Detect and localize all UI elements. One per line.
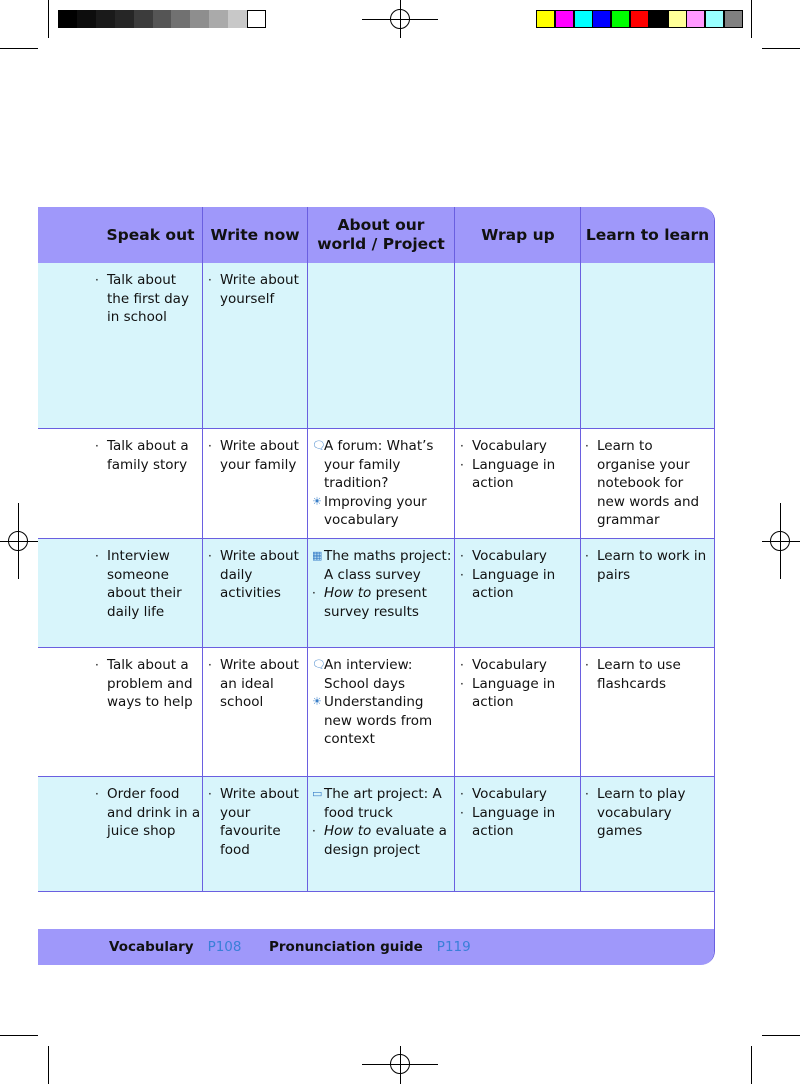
bullet-icon: · xyxy=(460,658,464,672)
color-swatch xyxy=(649,10,668,28)
grid-line xyxy=(38,891,714,892)
bullet-icon: · xyxy=(208,439,212,453)
list-item xyxy=(460,437,578,456)
item-text: Vocabulary xyxy=(472,657,547,673)
item-text: A forum: What’s your family tradition? xyxy=(324,438,434,492)
footer-vocabulary-label: Vocabulary xyxy=(109,939,194,955)
gray-swatch xyxy=(58,10,77,28)
item-text: evaluate a design project xyxy=(324,823,447,858)
list-item xyxy=(585,656,711,693)
item-text: Language in action xyxy=(472,675,556,711)
table-row xyxy=(38,429,714,539)
bullet-icon: · xyxy=(208,658,212,672)
bullet-icon: · xyxy=(95,658,99,672)
color-swatch xyxy=(574,10,593,28)
gray-swatch xyxy=(190,10,209,28)
list-item xyxy=(312,437,452,493)
list-item xyxy=(312,785,452,822)
grid-line xyxy=(202,207,203,892)
bullet-icon: · xyxy=(585,439,589,453)
item-text: An interview: School days xyxy=(324,657,413,692)
list-item xyxy=(312,656,452,693)
grid-line xyxy=(454,207,455,892)
table-cell-speak xyxy=(95,656,201,712)
table-cell-write xyxy=(208,656,304,712)
bullet-icon: · xyxy=(460,676,464,691)
color-swatch xyxy=(630,10,649,28)
item-text: Order food and drink in a juice shop xyxy=(107,786,201,840)
list-item xyxy=(460,547,578,566)
table-row xyxy=(38,777,714,892)
table-cell-wrap xyxy=(460,656,578,712)
list-item xyxy=(95,271,201,327)
bullet-icon: · xyxy=(312,586,316,601)
table-cell-about xyxy=(312,547,452,621)
item-text: Language in action xyxy=(472,566,556,602)
bullet-icon: · xyxy=(312,824,316,839)
item-text: Interview someone about their daily life xyxy=(107,548,182,620)
item-text: Write about daily activities xyxy=(220,548,299,602)
table-cell-write xyxy=(208,785,304,859)
item-emphasis: How to xyxy=(324,585,372,602)
table-cell-speak xyxy=(95,437,201,474)
table-cell-speak xyxy=(95,271,201,327)
bullet-icon: · xyxy=(460,549,464,563)
color-swatch xyxy=(611,10,630,28)
bullet-icon: · xyxy=(460,567,464,582)
list-item xyxy=(585,437,711,530)
lightbulb-icon: ☀ xyxy=(312,695,322,709)
chat-icon: 🗨 xyxy=(312,658,326,671)
list-item xyxy=(95,785,201,841)
color-swatch xyxy=(705,10,724,28)
bullet-icon: · xyxy=(585,549,589,563)
list-item xyxy=(460,456,578,493)
list-item xyxy=(95,656,201,712)
header-wrap-up: Wrap up xyxy=(481,225,555,244)
item-text: Talk about the first day in school xyxy=(107,272,189,326)
bullet-icon: · xyxy=(208,273,212,287)
table-cell-wrap xyxy=(460,785,578,841)
gray-swatch xyxy=(228,10,247,28)
item-text: Write about an ideal school xyxy=(220,657,299,711)
table-cell-about xyxy=(312,437,452,530)
item-text: The art project: A food truck xyxy=(324,786,442,821)
table-header xyxy=(38,207,714,263)
item-text: Language in action xyxy=(472,456,556,492)
color-swatch xyxy=(555,10,574,28)
list-item xyxy=(208,785,304,859)
item-text: Write about yourself xyxy=(220,272,299,307)
item-text: Vocabulary xyxy=(472,786,547,802)
bullet-icon: · xyxy=(95,549,99,563)
item-text: Understanding new words from context xyxy=(324,694,433,748)
item-text: present survey results xyxy=(324,585,427,620)
list-item xyxy=(460,675,578,712)
header-speak-out: Speak out xyxy=(106,225,195,244)
list-item xyxy=(460,785,578,804)
table-cell-about xyxy=(312,656,452,749)
bullet-icon: · xyxy=(95,787,99,801)
table-cell-speak xyxy=(95,785,201,841)
item-text: Vocabulary xyxy=(472,438,547,454)
bullet-icon: · xyxy=(95,439,99,453)
table-cell-wrap xyxy=(460,437,578,493)
table-cell-learn xyxy=(585,437,711,530)
footer-pronunciation-page-link[interactable]: P119 xyxy=(436,939,471,955)
footer-bar xyxy=(38,929,714,965)
item-text: Learn to organise your notebook for new words and grammar xyxy=(597,438,700,529)
footer-pronunciation-label: Pronunciation guide xyxy=(269,939,423,955)
bullet-icon: · xyxy=(208,787,212,801)
color-swatch xyxy=(668,10,687,28)
item-text: Talk about a problem and ways to help xyxy=(107,657,193,711)
list-item xyxy=(312,493,452,530)
bullet-icon: · xyxy=(95,273,99,287)
monitor-icon: ▭ xyxy=(312,787,323,800)
list-item xyxy=(460,804,578,841)
item-text: Learn to work in pairs xyxy=(597,548,707,583)
table-row xyxy=(38,263,714,429)
item-text: Talk about a family story xyxy=(107,438,189,473)
gray-swatch xyxy=(77,10,96,28)
bullet-icon: · xyxy=(460,805,464,820)
item-text: Write about your favourite food xyxy=(220,786,299,858)
list-item xyxy=(95,547,201,621)
gray-swatch xyxy=(96,10,115,28)
color-swatch xyxy=(686,10,705,28)
calculator-icon: ▦ xyxy=(312,549,323,562)
bullet-icon: · xyxy=(585,787,589,801)
list-item xyxy=(208,437,304,474)
gray-swatch xyxy=(171,10,190,28)
table-cell-write xyxy=(208,437,304,474)
item-text: Write about your family xyxy=(220,438,299,473)
item-text: Learn to use flashcards xyxy=(597,657,681,692)
list-item xyxy=(312,822,452,859)
table-cell-learn xyxy=(585,547,711,584)
item-emphasis: How to xyxy=(324,823,372,840)
table-cell-write xyxy=(208,271,304,308)
header-write-now: Write now xyxy=(210,225,300,244)
header-learn-to-learn: Learn to learn xyxy=(585,225,710,244)
header-about-our-world: About our world / Project xyxy=(317,216,445,253)
gray-swatch xyxy=(247,10,266,28)
list-item xyxy=(95,437,201,474)
list-item xyxy=(208,547,304,603)
color-swatch xyxy=(536,10,555,28)
lightbulb-icon: ☀ xyxy=(312,494,322,508)
list-item xyxy=(208,656,304,712)
bullet-icon: · xyxy=(208,549,212,563)
table-row xyxy=(38,539,714,648)
item-text: Language in action xyxy=(472,804,556,840)
bullet-icon: · xyxy=(460,439,464,453)
list-item xyxy=(208,271,304,308)
gray-swatch xyxy=(209,10,228,28)
gray-swatch xyxy=(115,10,134,28)
item-text: Learn to play vocabulary games xyxy=(597,786,686,840)
footer-vocabulary-page-link[interactable]: P108 xyxy=(207,939,242,955)
item-text: Improving your vocabulary xyxy=(324,493,427,529)
bullet-icon: · xyxy=(585,658,589,672)
table-cell-about xyxy=(312,785,452,859)
list-item xyxy=(585,785,711,841)
list-item xyxy=(585,547,711,584)
gray-swatch xyxy=(134,10,153,28)
list-item xyxy=(312,693,452,749)
list-item xyxy=(312,547,452,584)
contents-table xyxy=(38,207,715,965)
table-row xyxy=(38,648,714,777)
bullet-icon: · xyxy=(460,787,464,801)
item-text: Vocabulary xyxy=(472,548,547,564)
list-item xyxy=(460,566,578,603)
table-cell-learn xyxy=(585,785,711,841)
table-cell-write xyxy=(208,547,304,603)
color-swatch xyxy=(724,10,743,28)
list-item xyxy=(312,584,452,621)
table-cell-wrap xyxy=(460,547,578,603)
chat-icon: 🗨 xyxy=(312,439,326,452)
item-text: The maths project: A class survey xyxy=(324,548,452,583)
bullet-icon: · xyxy=(460,457,464,472)
gray-swatch xyxy=(153,10,172,28)
table-cell-speak xyxy=(95,547,201,621)
list-item xyxy=(460,656,578,675)
grid-line xyxy=(307,207,308,892)
grid-line xyxy=(580,207,581,892)
table-cell-learn xyxy=(585,656,711,693)
color-swatch xyxy=(592,10,611,28)
